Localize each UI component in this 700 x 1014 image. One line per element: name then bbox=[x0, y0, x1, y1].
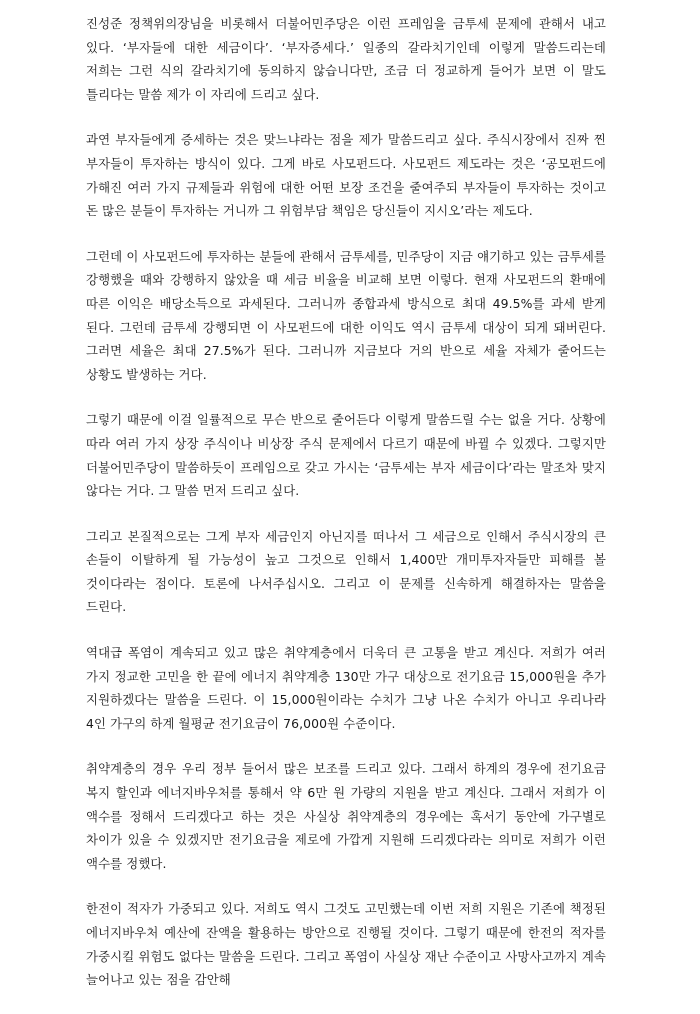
paragraph-2: 과연 부자들에게 증세하는 것은 맞느냐라는 점을 제가 말씀드리고 싶다. 주식시장에서 진짜 찐 부자들이 투자하는 방식이 있다. 그게 바로 사모펀드다. 사모펀드 제도라는 것은 ‘공모펀드에 가해진 여러 가지 규제들과 위험에 대한 어떤 보장 조건을 줄여주되 부자들이 투자하는 것이고 돈 많은 분들이 투자하는 거니까 그 위험부담 책임은 당신들이 지시오’라는 제도다. bbox=[86, 132, 606, 219]
paragraph-7: 취약계층의 경우 우리 정부 들어서 많은 보조를 드리고 있다. 그래서 하계의 경우에 전기요금 복지 할인과 에너지바우처를 통해서 약 6만 원 가량의 지원을 받고 계신다. 그래서 저희가 이 액수를 정해서 드리겠다고 하는 것은 사실상 취약계층의 경우에는 혹서기 동안에 가구별로 차이가 있을 수 있겠지만 전기요금을 제로에 가깝게 지원해 드리겠다라는 의미로 저희가 이런 액수를 정했다. bbox=[86, 761, 606, 871]
paragraph-8: 한전이 적자가 가중되고 있다. 저희도 역시 그것도 고민했는데 이번 저희 지원은 기존에 책정된 에너지바우처 예산에 잔액을 활용하는 방안으로 진행될 것이다. 그렇기 때문에 한전의 적자를 가중시킬 위험도 없다는 말씀을 드린다. 그리고 폭염이 사실상 재난 수준이고 사망사고까지 계속 늘어나고 있는 점을 감안해 bbox=[86, 901, 606, 988]
document-page bbox=[86, 12, 606, 1014]
paragraph-5: 그리고 본질적으로는 그게 부자 세금인지 아닌지를 떠나서 그 세금으로 인해서 주식시장의 큰 손들이 이탈하게 될 가능성이 높고 그것으로 인해서 1,400만 개미투자자들만 피해를 볼 것이다라는 점이다. 토론에 나서주십시오. 그리고 이 문제를 신속하게 해결하자는 말씀을 드린다. bbox=[86, 528, 606, 615]
paragraph-6: 역대급 폭염이 계속되고 있고 많은 취약계층에서 더욱더 큰 고통을 받고 계신다. 저희가 여러 가지 정교한 고민을 한 끝에 에너지 취약계층 130만 가구 대상으로 전기요금 15,000원을 추가 지원하겠다는 말씀을 드린다. 이 15,000원이라는 수치가 그냥 나온 수치가 아니고 우리나라 4인 가구의 하계 월평균 전기요금이 76,000원 수준이다. bbox=[86, 645, 606, 731]
paragraph-4: 그렇기 때문에 이걸 일률적으로 무슨 반으로 줄어든다 이렇게 말씀드릴 수는 없을 거다. 상황에 따라 여러 가지 상장 주식이나 비상장 주식 문제에서 다르기 때문에 바뀔 수 있겠다. 그렇지만 더불어민주당이 말씀하듯이 프레임으로 갖고 가시는 ‘금투세는 부자 세금이다’라는 말조차 맞지 않다는 거다. 그 말씀 먼저 드리고 싶다. bbox=[86, 412, 606, 499]
paragraph-1: 진성준 정책위의장님을 비롯해서 더불어민주당은 이런 프레임을 금투세 문제에 관해서 내고 있다. ‘부자들에 대한 세금이다’. ‘부자증세다.’ 일종의 갈라치기인데 이렇게 말씀드리는데 저희는 그런 식의 갈라치기에 동의하지 않습니다만, 조금 더 정교하게 들어가 보면 이 말도 틀리다는 말씀 제가 이 자리에 드리고 싶다. bbox=[86, 16, 606, 102]
paragraph-3: 그런데 이 사모펀드에 투자하는 분들에 관해서 금투세를, 민주당이 지금 얘기하고 있는 금투세를 강행했을 때와 강행하지 않았을 때 세금 비율을 비교해 보면 이렇다. 현재 사모펀드의 환매에 따른 이익은 배당소득으로 과세된다. 그러니까 종합과세 방식으로 최대 49.5%를 과세 받게 된다. 그런데 금투세 강행되면 이 사모펀드에 대한 이익도 역시 금투세 대상이 되게 돼버린다. 그러면 세율은 최대 27.5%가 된다. 그러니까 지금보다 거의 반으로 세율 자체가 줄어드는 상황도 발생하는 거다. bbox=[86, 248, 606, 382]
